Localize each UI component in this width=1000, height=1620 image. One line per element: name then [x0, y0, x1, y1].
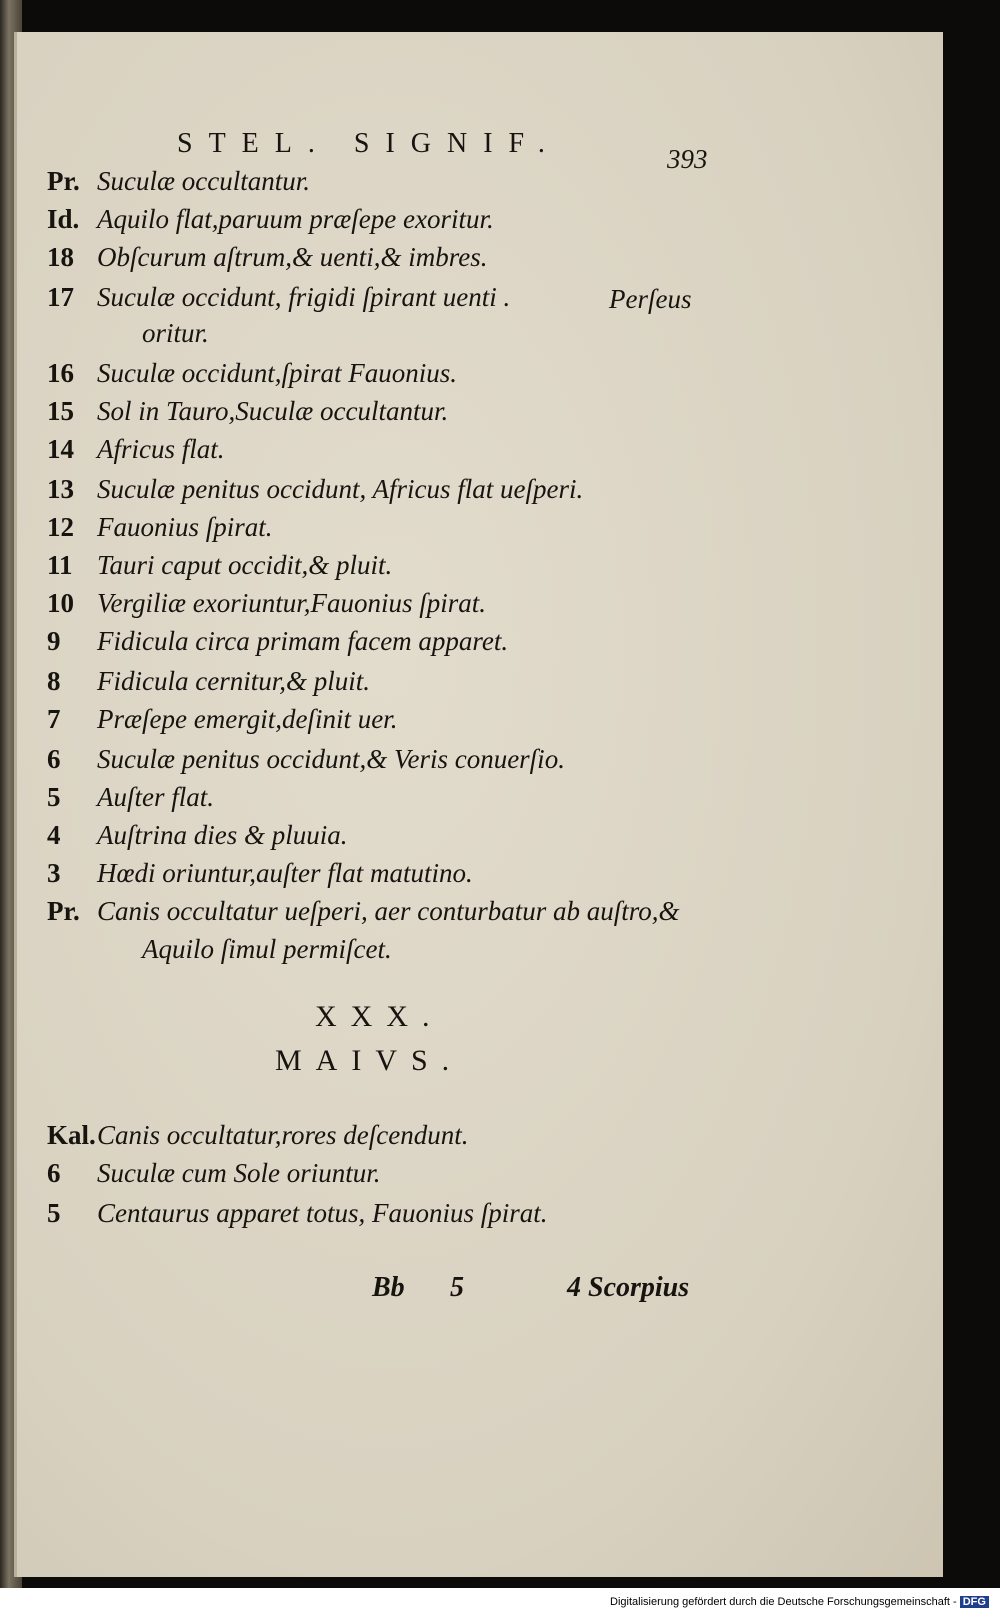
- running-title: STEL. SIGNIF.: [177, 128, 561, 159]
- calendar-entry: [47, 626, 508, 657]
- entry-text: Auſter flat.: [97, 782, 214, 812]
- entry-text: Suculæ occultantur.: [97, 166, 310, 196]
- calendar-entry: [47, 358, 457, 389]
- calendar-entry: [47, 858, 473, 889]
- entry-text: Fauonius ſpirat.: [97, 512, 273, 542]
- day-mark: 10: [47, 588, 74, 618]
- day-mark: Pr.: [47, 896, 80, 926]
- section-number: XXX.: [315, 1000, 444, 1033]
- entry-text: Hœdi oriuntur,auſter flat matutino.: [97, 858, 473, 888]
- calendar-entry: [47, 396, 448, 427]
- calendar-entry: [47, 666, 370, 697]
- entry-text: Centaurus apparet totus, Fauonius ſpirat.: [97, 1198, 548, 1228]
- calendar-entry: [47, 550, 392, 581]
- signature-number: 5: [450, 1272, 464, 1303]
- calendar-entry: [47, 1198, 548, 1229]
- day-mark: 7: [47, 704, 61, 734]
- day-mark: 3: [47, 858, 61, 888]
- day-mark: 9: [47, 626, 61, 656]
- dfg-logo: DFG: [960, 1596, 989, 1608]
- month-heading: MAIVS.: [275, 1044, 464, 1077]
- credit-text: Digitalisierung gefördert durch die Deutsche Forschungsgemeinschaft -: [610, 1596, 957, 1608]
- day-mark: 8: [47, 666, 61, 696]
- calendar-entry: [47, 434, 225, 465]
- day-mark: 15: [47, 396, 74, 426]
- entry-text: Præſepe emergit,deſinit uer.: [97, 704, 398, 734]
- catchword: 4 Scorpius: [567, 1272, 690, 1303]
- day-mark: 5: [47, 782, 61, 812]
- calendar-entry: [47, 782, 214, 813]
- page-number: 393: [667, 144, 708, 174]
- calendar-entry: [47, 204, 494, 235]
- entry-text: Fidicula cernitur,& pluit.: [97, 666, 370, 696]
- day-mark: 6: [47, 1158, 61, 1188]
- day-mark: 11: [47, 550, 73, 580]
- entry-text: Africus flat.: [97, 434, 225, 464]
- day-mark: 14: [47, 434, 74, 464]
- calendar-entry: [47, 704, 397, 735]
- day-mark: 6: [47, 744, 61, 774]
- entry-text: Suculæ penitus occidunt,& Veris conuerſio.: [97, 744, 565, 774]
- entry-text: Suculæ cum Sole oriuntur.: [97, 1158, 381, 1188]
- entry-text: Tauri caput occidit,& pluit.: [97, 550, 393, 580]
- day-mark: 5: [47, 1198, 61, 1228]
- entry-text: Aquilo flat,paruum præſepe exoritur.: [97, 204, 494, 234]
- entry-text: Canis occultatur,rores deſcendunt.: [97, 1120, 469, 1150]
- calendar-entry: [47, 242, 488, 273]
- calendar-entry: [47, 1158, 381, 1189]
- entry-text: Auſtrina dies & pluuia.: [97, 820, 348, 850]
- calendar-entry: [47, 744, 565, 775]
- day-mark: Kal.: [47, 1120, 96, 1150]
- entry-text: Vergiliæ exoriuntur,Fauonius ſpirat.: [97, 588, 487, 618]
- day-mark: 4: [47, 820, 61, 850]
- calendar-entry: [47, 474, 583, 505]
- entry-text: Sol in Tauro,Suculæ occultantur.: [97, 396, 449, 426]
- calendar-entry: [47, 282, 510, 313]
- entry-continuation: Aquilo ſimul permiſcet.: [142, 934, 392, 964]
- entry-continuation: oritur.: [142, 318, 209, 348]
- entry-text: Fidicula circa primam facem apparet.: [97, 626, 509, 656]
- entry-text: Canis occultatur ueſperi, aer conturbatur ab auſtro,&: [97, 896, 680, 926]
- digitization-credit: [610, 1596, 989, 1608]
- day-mark: 18: [47, 242, 74, 272]
- calendar-entry: [47, 588, 486, 619]
- entry-text: Suculæ penitus occidunt, Africus flat ueſperi.: [97, 474, 584, 504]
- day-mark: 16: [47, 358, 74, 388]
- entry-text: Suculæ occidunt, frigidi ſpirant uenti .: [97, 282, 511, 312]
- entry-text: Suculæ occidunt,ſpirat Fauonius.: [97, 358, 457, 388]
- calendar-entry: [47, 512, 273, 543]
- calendar-entry: [47, 820, 348, 851]
- calendar-entry: [47, 166, 310, 197]
- day-mark: 13: [47, 474, 74, 504]
- day-mark: 12: [47, 512, 74, 542]
- calendar-entry: [47, 1120, 468, 1151]
- signature-mark: Bb: [372, 1272, 405, 1303]
- marginal-note: Perſeus: [609, 284, 692, 314]
- day-mark: 17: [47, 282, 74, 312]
- entry-text: Obſcurum aſtrum,& uenti,& imbres.: [97, 242, 488, 272]
- book-page: [14, 32, 943, 1577]
- day-mark: Id.: [47, 204, 80, 234]
- day-mark: Pr.: [47, 166, 80, 196]
- calendar-entry: [47, 896, 679, 927]
